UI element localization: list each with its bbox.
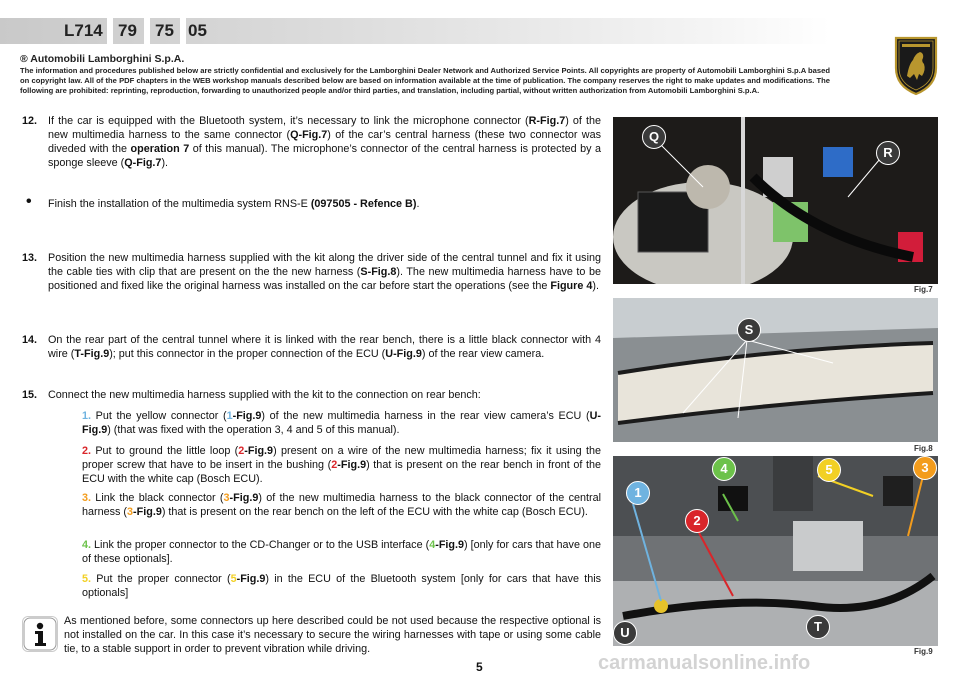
substep-2-text: 2. Put to ground the little loop (2-Fig.9) present on a wire of the new multimedia harness; fix it using the proper screw that have to be insert in the bushing (2-Fig.9) that is present on the rear bench in front of the ECU with the white cap (Bosch ECU). (82, 445, 601, 485)
step-number: 12. (22, 115, 38, 127)
figure-8-photo (613, 298, 938, 442)
step-14-text: On the rear part of the central tunnel where it is linked with the rear bench, there is a little black connector with 4 wire (T-Fig.9); put this connector in the proper connection of the ECU (U-Fig.9) of the rear view camera. (48, 334, 601, 360)
figure-marker-5: 5 (817, 458, 841, 482)
figure-8-label: Fig.8 (914, 444, 933, 453)
figure-marker-4: 4 (712, 457, 736, 481)
figure-marker-s: S (737, 318, 761, 342)
step-12-text: If the car is equipped with the Bluetooth system, it’s necessary to link the microphone connector (R-Fig.7) of the new multimedia harness to the same connector (Q-Fig.7) of the car’s central harness (these two connector was diveded with the operation 7 of this manual). The microphone’s connector of the central harness is protected by a sponge sleeve (Q-Fig.7). (48, 115, 601, 169)
watermark: carmanualsonline.info (598, 652, 811, 674)
figure-marker-3: 3 (913, 456, 937, 480)
figure-7-photo (613, 117, 938, 284)
substep-3-text: 3. Link the black connector (3-Fig.9) of the new multimedia harness to the black connector of the central harness (3-Fig.9) that is present on the rear bench on the left of the ECU with the white cap (Bosch ECU). (82, 492, 601, 518)
figure-9-photo (613, 456, 938, 646)
figure-marker-u: U (613, 621, 637, 645)
substep-4-text: 4. Link the proper connector to the CD-Changer or to the USB interface (4-Fig.9) [only for cars that have one of these optionals]. (82, 539, 601, 565)
figure-9-label: Fig.9 (914, 647, 933, 656)
info-icon (22, 616, 58, 652)
figure-9-illustration (613, 456, 938, 646)
step-number: 14. (22, 334, 38, 346)
bullet-text: Finish the installation of the multimedia system RNS-E (097505 - Refence B). (48, 198, 420, 210)
figure-marker-r: R (876, 141, 900, 165)
bullet-icon: • (26, 193, 32, 210)
step-15-text: Connect the new multimedia harness supplied with the kit to the connection on rear bench: (48, 389, 481, 401)
substep-1-text: 1. Put the yellow connector (1-Fig.9) of the new multimedia harness in the rear view camera’s ECU (U-Fig.9) (that was fixed with the operation 3, 4 and 5 of this manual). (82, 410, 602, 436)
header-separator (180, 18, 186, 44)
header-code-subgroup: 75 (155, 21, 174, 40)
step-number: 15. (22, 389, 38, 401)
header-code-section: 05 (188, 21, 207, 40)
header-separator (107, 18, 113, 44)
step-13-text: Position the new multimedia harness supplied with the kit along the driver side of the central tunnel and fix it using the cable ties with clip that are present on the the new harness (S-Fig.8). The new multimedia harness have to be positioned and fixed like the original harness was installed on the car before start the operations (see the Figure 4). (48, 252, 601, 292)
figure-marker-1: 1 (626, 481, 650, 505)
lamborghini-logo-icon (893, 34, 939, 96)
figure-7-label: Fig.7 (914, 285, 933, 294)
figure-marker-t: T (806, 615, 830, 639)
header-separator (144, 18, 150, 44)
figure-marker-q: Q (642, 125, 666, 149)
step-number: 13. (22, 252, 38, 264)
substep-5-text: 5. Put the proper connector (5-Fig.9) in the ECU of the Bluetooth system [only for cars that have this optionals] (82, 573, 601, 599)
header-code-group: 79 (118, 21, 137, 40)
copyright-text: The information and procedures published below are strictly confidential and exclusively for the Lamborghini Dealer Network and Authorized Service Points. All copyrights are property of Automobili Lamborghini S.p.A based on copyright law. All of the PDF chapters in the WEB workshop manuals described below are based on information available at the time of publication. The company reserves the right to make updates and modifications. The following are prohibited: reprinting, reproduction, forwarding to unauthorized people and/or third parties, and translation, including partial, without written authorization from Automobili Lamborghini S.p.A. (20, 66, 830, 95)
header-code-model: L714 (64, 21, 103, 40)
page-number: 5 (476, 660, 483, 674)
note-text: As mentioned before, some connectors up here described could be not used because the respective optional is not installed on the car. In this case it’s necessary to secure the wiring harnesses with tape or using some cable tie, to a stable support in order to prevent vibration while driving. (64, 615, 601, 655)
copyright-title: ® Automobili Lamborghini S.p.A. (20, 53, 185, 65)
figure-8-illustration (613, 298, 938, 442)
figure-marker-2: 2 (685, 509, 709, 533)
